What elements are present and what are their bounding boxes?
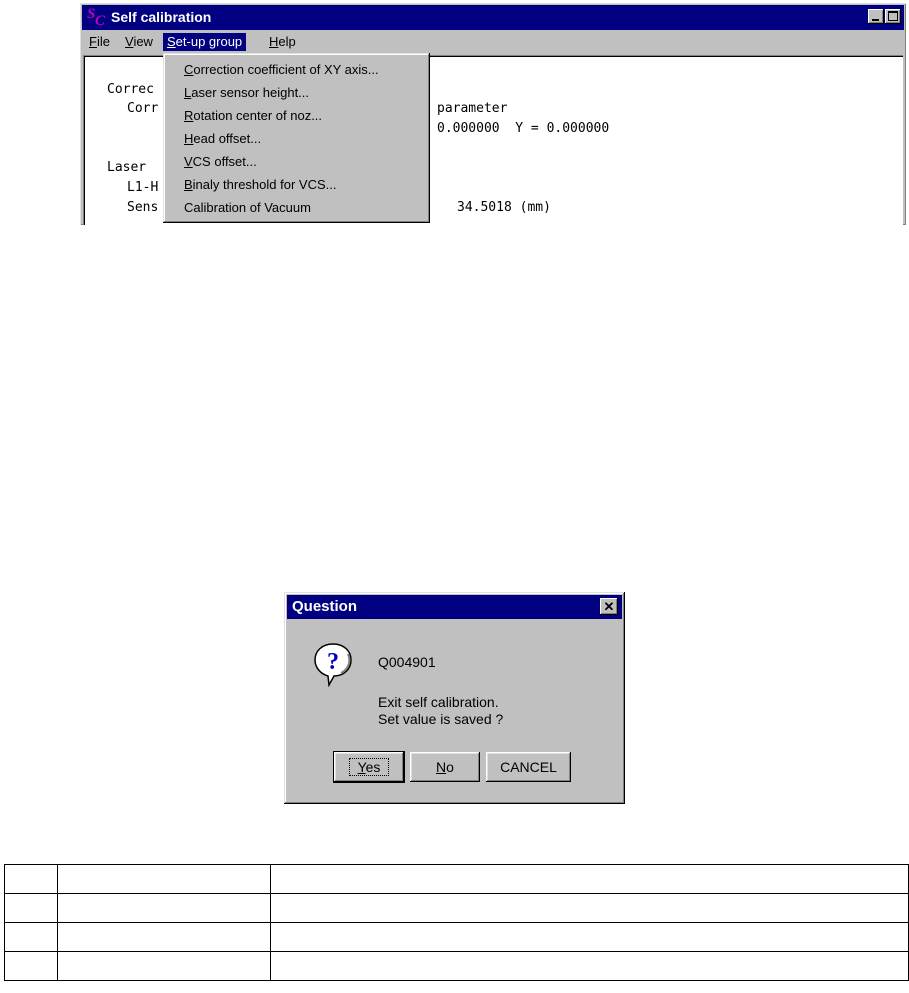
content-line: 0.000000 Y = 0.000000 [437,121,610,136]
table-cell [58,894,271,923]
table-cell [271,894,909,923]
menu-item-binaly-threshold[interactable]: Binaly threshold for VCS... [184,177,337,192]
table-cell [271,952,909,981]
table-cell [5,952,58,981]
table-cell [58,952,271,981]
table-cell [5,894,58,923]
window-title: Self calibration [111,9,212,25]
message-code: Q004901 [378,654,436,670]
table-cell [5,923,58,952]
table-cell [271,923,909,952]
table-cell [58,923,271,952]
question-icon [313,641,353,687]
content-line: Sens [127,200,159,215]
content-line: Laser [107,160,147,175]
menu-bar [82,31,904,53]
dialog-title-bar[interactable] [287,595,622,619]
content-line: L1-H [127,180,159,195]
no-button[interactable]: No [410,752,480,782]
set-up-group-menu [163,53,430,223]
menu-item-calibration-of-vacuum[interactable]: Calibration of Vacuum [184,200,311,215]
maximize-button[interactable] [885,9,901,24]
content-line: Correc [107,82,154,97]
content-line: 34.5018 (mm) [457,200,551,215]
menu-item-laser-sensor-height[interactable]: Laser sensor height... [184,85,310,100]
message-line-2: Set value is saved ? [378,711,504,727]
table-cell [5,865,58,894]
table-row [5,894,909,923]
minimize-button[interactable] [868,9,884,24]
maximize-icon [888,11,898,21]
menu-view[interactable]: View [125,34,153,49]
empty-table [4,864,909,981]
cancel-button[interactable]: CANCEL [486,752,571,782]
table-cell [271,865,909,894]
menu-file[interactable]: File [89,34,110,49]
menu-item-head-offset[interactable]: Head offset... [184,131,262,146]
close-icon: ✕ [603,599,615,614]
message-line-1: Exit self calibration. [378,694,499,710]
table-row [5,865,909,894]
table-row [5,923,909,952]
yes-button[interactable]: Yes [334,752,404,782]
menu-help[interactable]: Help [269,34,296,49]
sc-app-icon: S C [87,6,106,29]
question-dialog [284,592,625,804]
table-row [5,952,909,981]
minimize-icon [872,19,879,21]
svg-text:?: ? [327,649,339,675]
title-bar[interactable] [82,5,904,30]
content-line: Corr [127,101,159,116]
dialog-title: Question [292,598,358,615]
content-line: parameter [437,101,508,116]
table-cell [58,865,271,894]
menu-item-rotation-center[interactable]: Rotation center of noz... [184,108,323,123]
close-button[interactable] [600,598,618,615]
menu-item-vcs-offset[interactable]: VCS offset... [184,154,257,169]
menu-item-correction-coefficient[interactable]: Correction coefficient of XY axis... [184,62,379,77]
menu-set-up-group[interactable]: Set-up group [163,33,246,51]
